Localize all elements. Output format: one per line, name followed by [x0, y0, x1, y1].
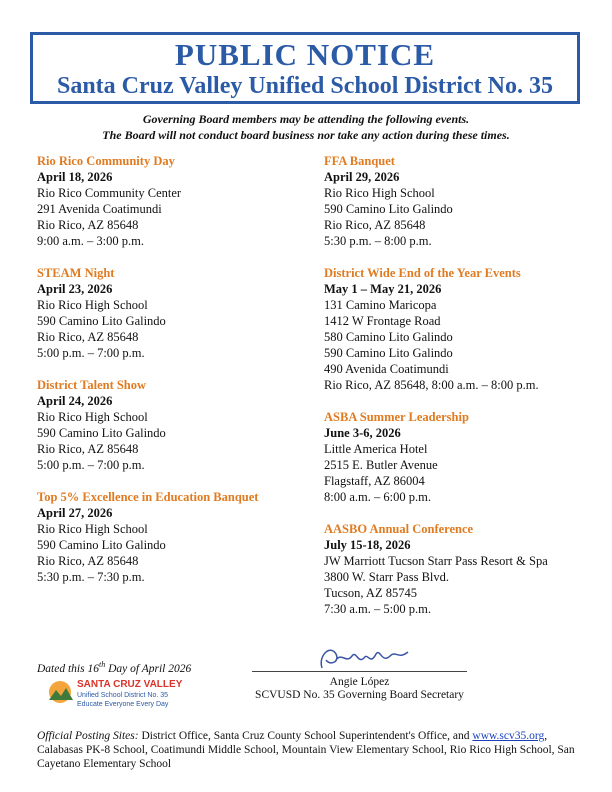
event-detail-line: 590 Camino Lito Galindo: [37, 538, 166, 552]
event-detail-line: Rio Rico, AZ 85648, 8:00 a.m. – 8:00 p.m.: [324, 378, 539, 392]
event-title: Rio Rico Community Day: [37, 154, 175, 168]
event-detail-line: Rio Rico, AZ 85648: [37, 218, 139, 232]
intro-text: [0, 111, 612, 143]
event-detail-line: 131 Camino Maricopa: [324, 298, 437, 312]
event-date: April 27, 2026: [37, 506, 113, 520]
event-title: District Wide End of the Year Events: [324, 266, 521, 280]
event-detail-line: 1412 W Frontage Road: [324, 314, 441, 328]
event-block: [324, 265, 594, 393]
event-block: [324, 521, 594, 617]
posting-label: Official Posting Sites:: [37, 730, 139, 742]
intro-line-1: Governing Board members may be attending the following events.: [142, 112, 470, 126]
dated-suffix: Day of April 2026: [105, 662, 192, 675]
event-date: April 29, 2026: [324, 170, 400, 184]
logo-line-3: Educate Everyone Every Day: [77, 701, 169, 708]
event-detail-line: Flagstaff, AZ 86004: [324, 474, 425, 488]
event-date: June 3-6, 2026: [324, 426, 401, 440]
event-title: AASBO Annual Conference: [324, 522, 474, 536]
event-detail-line: Rio Rico, AZ 85648: [37, 330, 139, 344]
dated-prefix: Dated this 16: [37, 662, 99, 675]
event-detail-line: Rio Rico, AZ 85648: [37, 442, 139, 456]
notice-header: [30, 32, 580, 104]
event-detail-line: 590 Camino Lito Galindo: [324, 202, 453, 216]
event-title: STEAM Night: [37, 266, 115, 280]
event-block: [324, 153, 594, 249]
event-detail-line: JW Marriott Tucson Starr Pass Resort & Spa: [324, 554, 548, 568]
event-detail-line: 490 Avenida Coatimundi: [324, 362, 449, 376]
event-detail-line: Rio Rico High School: [37, 298, 148, 312]
event-detail-line: Rio Rico High School: [37, 410, 148, 424]
event-block: [37, 153, 307, 249]
event-date: April 24, 2026: [37, 394, 113, 408]
event-detail-line: 5:00 p.m. – 7:00 p.m.: [37, 458, 145, 472]
event-detail-line: 291 Avenida Coatimundi: [37, 202, 162, 216]
event-detail-line: 8:00 a.m. – 6:00 p.m.: [324, 490, 431, 504]
event-detail-line: Tucson, AZ 85745: [324, 586, 417, 600]
event-detail-line: 590 Camino Lito Galindo: [37, 426, 166, 440]
event-title: ASBA Summer Leadership: [324, 410, 469, 424]
event-detail-line: Rio Rico High School: [324, 186, 435, 200]
event-block: [324, 409, 594, 505]
event-detail-line: 5:00 p.m. – 7:00 p.m.: [37, 346, 145, 360]
event-detail-line: 3800 W. Starr Pass Blvd.: [324, 570, 450, 584]
event-detail-line: 2515 E. Butler Avenue: [324, 458, 438, 472]
event-date: May 1 – May 21, 2026: [324, 282, 442, 296]
event-detail-line: 7:30 a.m. – 5:00 p.m.: [324, 602, 431, 616]
event-detail-line: Little America Hotel: [324, 442, 428, 456]
events-left-column: [37, 153, 307, 601]
event-block: [37, 377, 307, 473]
logo-line-2: Unified School District No. 35: [77, 692, 169, 699]
event-detail-line: Rio Rico, AZ 85648: [324, 218, 426, 232]
event-block: [37, 265, 307, 361]
posting-text-2: , Calabasas PK-8 School, Coatimundi Middle School, Mountain View Elementary School, Rio Rico High School, San Cayetano Elementary School: [37, 730, 575, 770]
event-title: FFA Banquet: [324, 154, 395, 168]
events-right-column: [324, 153, 594, 633]
event-title: Top 5% Excellence in Education Banquet: [37, 490, 259, 504]
signer-name: Angie López: [329, 676, 390, 688]
event-date: April 23, 2026: [37, 282, 113, 296]
dated-ordinal: th: [98, 660, 106, 669]
event-detail-line: 5:30 p.m. – 8:00 p.m.: [324, 234, 432, 248]
website-link[interactable]: www.scv35.org: [472, 730, 545, 742]
event-block: [37, 489, 307, 585]
event-detail-line: 5:30 p.m. – 7:30 p.m.: [37, 570, 145, 584]
event-detail-line: 590 Camino Lito Galindo: [324, 346, 453, 360]
district-name: Santa Cruz Valley Unified School District No. 35: [56, 73, 553, 99]
event-detail-line: 580 Camino Lito Galindo: [324, 330, 453, 344]
event-detail-line: 590 Camino Lito Galindo: [37, 314, 166, 328]
posting-text-1: District Office, Santa Cruz County School Superintendent's Office, and: [138, 730, 473, 742]
intro-line-2: The Board will not conduct board business nor take any action during these times.: [102, 128, 510, 142]
signature-stroke: [321, 650, 408, 668]
page-title: PUBLIC NOTICE: [174, 37, 436, 72]
event-title: District Talent Show: [37, 378, 147, 392]
event-date: April 18, 2026: [37, 170, 113, 184]
event-detail-line: Rio Rico, AZ 85648: [37, 554, 139, 568]
posting-sites: [37, 729, 582, 771]
logo-line-1: SANTA CRUZ VALLEY: [77, 679, 183, 690]
event-detail-line: 9:00 a.m. – 3:00 p.m.: [37, 234, 144, 248]
signer-role: SCVUSD No. 35 Governing Board Secretary: [255, 689, 464, 701]
dated-line: [37, 660, 191, 675]
signature-line: [252, 671, 467, 672]
district-logo: [46, 676, 196, 710]
event-date: July 15-18, 2026: [324, 538, 411, 552]
event-detail-line: Rio Rico Community Center: [37, 186, 182, 200]
event-detail-line: Rio Rico High School: [37, 522, 148, 536]
